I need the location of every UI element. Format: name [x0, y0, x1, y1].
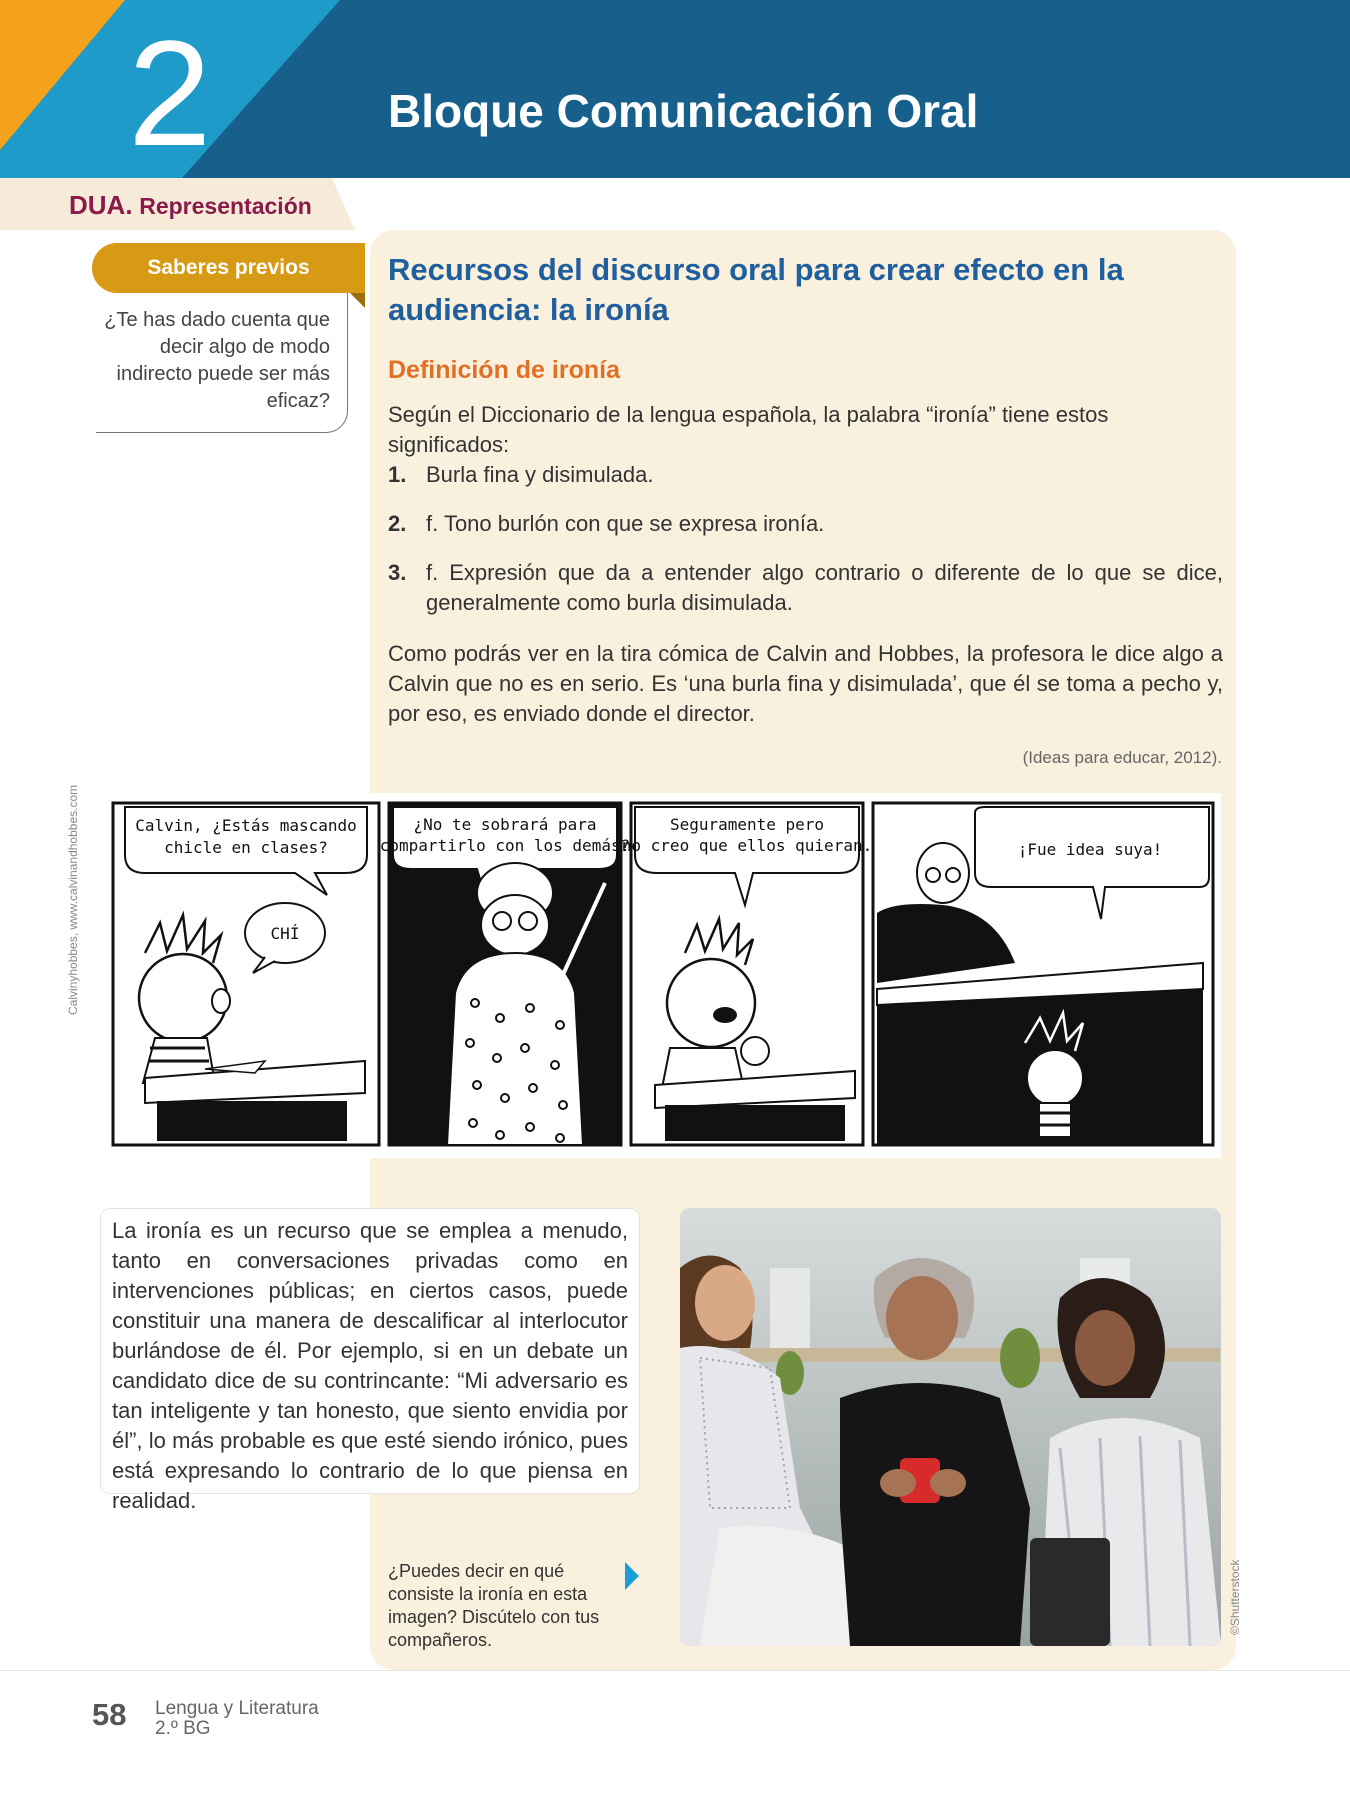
saberes-question: ¿Te has dado cuenta que decir algo de modo indirecto puede ser más eficaz?: [104, 309, 330, 412]
definition-intro: Según el Diccionario de la lengua española, la palabra “ironía” tiene estos significados:: [388, 402, 1109, 457]
comic-commentary: Como podrás ver en la tira cómica de Calvin and Hobbes, la profesora le dice algo a Calvin que no es en serio. Es ‘una burla fina y disimulada’, que él se toma a pecho y, por eso, es enviado donde el director.: [388, 641, 1223, 726]
comic-strip-illustration: [105, 793, 1221, 1158]
definition-subtitle: Definición de ironía: [388, 356, 620, 384]
definition-item: [388, 509, 1223, 539]
footer-divider: [0, 1670, 1350, 1671]
panel1-line1: Calvin, ¿Estás mascando: [135, 816, 357, 835]
definition-number: 1.: [388, 462, 407, 487]
comic-panel-2: [380, 803, 630, 1145]
chapter-title: Bloque Comunicación Oral: [388, 85, 979, 137]
definition-text: f. Tono burlón con que se expresa ironía.: [426, 511, 825, 536]
women-laughing-photo: [680, 1208, 1221, 1646]
arrow-right-icon: [625, 1562, 639, 1590]
comic-credit: Calvinyhobbes, www.calvinandhobbes.com: [66, 784, 80, 1015]
dua-label: [69, 190, 312, 221]
photo-illustration: [680, 1208, 1221, 1646]
definition-number: 2.: [388, 511, 407, 536]
comic-strip: [105, 793, 1221, 1158]
irony-explanation: La ironía es un recurso que se emplea a menudo, tanto en conversaciones privadas como en intervenciones públicas; en ciertos casos, puede constituir una manera de descalificar al interlocutor burlándose de él. Por ejemplo, si en un debate un candidato dice de su contrincante: “Mi adversario es tan inteligente y tan honesto, que siento envidia por él”, lo más probable es que esté siendo irónico, pues está expresando lo contrario de lo que piensa en realidad.: [112, 1218, 628, 1513]
panel3-line2: no creo que ellos quieran.: [621, 836, 873, 855]
chapter-header: [0, 0, 1350, 178]
panel2-line1: ¿No te sobrará para: [413, 815, 597, 834]
definition-text: f. Expresión que da a entender algo contrario o diferente de lo que se dice, generalmente como burla disimulada.: [426, 560, 1223, 615]
panel3-line1: Seguramente pero: [669, 815, 825, 834]
definition-text: Burla fina y disimulada.: [426, 462, 654, 487]
definition-item: [388, 558, 1223, 618]
panel4-line1: ¡Fue idea suya!: [1017, 840, 1163, 859]
citation: (Ideas para educar, 2012).: [1022, 748, 1222, 767]
comic-panel-3: [622, 803, 872, 1145]
chapter-number: 2: [128, 9, 212, 177]
page-number: 58: [92, 1697, 127, 1732]
comic-panel-1: [113, 803, 379, 1145]
photo-credit: ©Shutterstock: [1228, 1559, 1242, 1635]
dua-strong: DUA.: [69, 190, 133, 220]
saberes-fold: [350, 293, 365, 308]
footer-subject: [155, 1699, 319, 1739]
comic-panel-4: [873, 803, 1213, 1145]
panel2-line2: compartirlo con los demás?: [379, 836, 631, 855]
panel1-reply: CHÍ: [270, 924, 300, 943]
panel1-line2: chicle en clases?: [164, 838, 328, 857]
definition-number: 3.: [388, 560, 407, 585]
definition-item: [388, 460, 1223, 490]
section-title: Recursos del discurso oral para crear efecto en la audiencia: la ironía: [388, 252, 1124, 327]
definition-list: [388, 460, 1223, 637]
subject-name: Lengua y Literatura: [155, 1698, 319, 1719]
grade-label: 2.º BG: [155, 1718, 211, 1739]
dua-rest: Representación: [139, 193, 312, 219]
photo-discussion-question: ¿Puedes decir en qué consiste la ironía en esta imagen? Discútelo con tus compañeros.: [388, 1561, 600, 1650]
saberes-previos-label: Saberes previos: [92, 243, 365, 293]
